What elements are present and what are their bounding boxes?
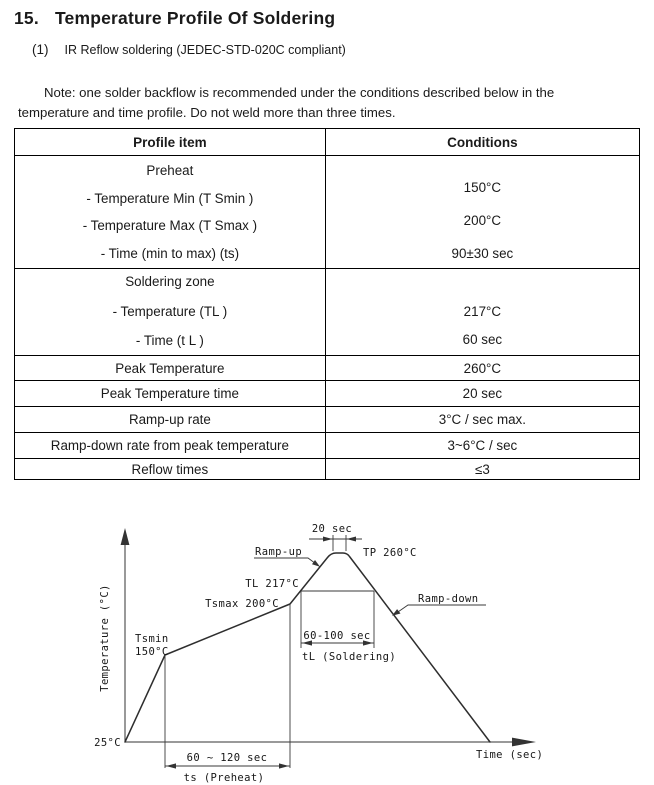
x-axis-arrow-icon [512,738,536,747]
preheat-dim-arrow-right [279,763,289,768]
reflow-profile-diagram [60,495,654,785]
subsection-title-text: IR Reflow soldering (JEDEC-STD-020C compliant) [64,43,346,57]
ramp-up-label: Ramp-up [255,546,303,558]
cell-item: Peak Temperature time [15,381,326,406]
table-row-soldering-zone [15,268,639,355]
page-title [14,8,335,29]
cell-line: - Temperature Max (T Smax ) [82,218,258,234]
section-title-text: Temperature Profile Of Soldering [54,8,336,28]
preheat-time-label: 60 ~ 120 sec [186,752,268,764]
table-row-ramp-down-rate [15,432,639,458]
table-row-ramp-up-rate [15,406,639,432]
table-row-reflow-times [15,458,639,479]
ramp-down-leader [397,605,487,613]
header-profile-item: Profile item [15,129,326,155]
cell-line: Soldering zone [125,274,215,289]
tsmin-temp-label: 150°C [135,646,169,658]
y-axis-arrow-icon [121,528,130,545]
tsmin-label: Tsmin [135,633,169,645]
cell-condition: 20 sec [462,386,503,401]
header-conditions: Conditions [447,134,518,150]
peak-dim-arrow-left [323,537,333,542]
tl-label: TL 217°C [245,578,299,590]
preheat-zone-label: ts (Preheat) [183,772,265,784]
origin-temp-label: 25°C [94,737,121,749]
table-row-preheat [15,155,639,268]
note-paragraph [18,83,618,122]
ramp-up-leader [254,558,318,565]
table-row-peak-temperature-time [15,380,639,406]
cell-condition: 3~6°C / sec [447,438,518,453]
ramp-down-arrow-icon [392,609,401,616]
cell-condition: 3°C / sec max. [438,412,526,427]
cell-line: 200°C [463,213,502,228]
cell-item: Reflow times [15,459,326,479]
soldering-profile-table [14,128,640,480]
subsection-heading [32,42,346,57]
x-axis-label: Time (sec) [476,749,544,761]
cell-line: 60 sec [462,332,503,347]
note-line: temperature and time profile. Do not weld more than three times. [18,104,396,120]
cell-item: Ramp-up rate [15,407,326,432]
subsection-number: (1) [32,42,49,57]
soldering-zone-label: tL (Soldering) [302,651,397,663]
cell-line: 150°C [463,180,502,195]
tsmax-label: Tsmax 200°C [205,598,279,610]
cell-soldering-items [15,269,326,355]
cell-preheat-items [15,156,326,268]
table-row-peak-temperature [15,355,639,380]
peak-dim-arrow-right [347,537,357,542]
cell-line: - Time (min to max) (ts) [100,245,240,261]
cell-condition: 260°C [463,360,502,376]
cell-preheat-conditions [326,156,639,268]
table-header-row [15,129,639,155]
ramp-down-label: Ramp-down [418,593,479,605]
cell-soldering-conditions [326,269,639,355]
peak-width-label: 20 sec [311,523,353,535]
cell-line: - Temperature Min (T Smin ) [86,190,254,206]
preheat-dim-arrow-left [166,763,176,768]
cell-line: 217°C [463,304,502,319]
cell-condition: ≤3 [474,461,490,477]
section-number: 15. [14,8,39,28]
note-line: Note: one solder backflow is recommended under the conditions described below in the [44,85,555,101]
cell-item: Peak Temperature [15,356,326,380]
tp-label: TP 260°C [363,547,417,559]
profile-curve [125,553,490,742]
soldering-time-label: 60-100 sec [303,630,371,642]
cell-line: - Temperature (TL ) [112,303,228,319]
ramp-up-arrow-icon [312,560,320,567]
cell-line: 90±30 sec [451,246,514,261]
cell-line: Preheat [146,163,194,178]
cell-line: - Time (t L ) [135,333,204,348]
y-axis-label: Temperature (°C) [99,584,111,692]
cell-item: Ramp-down rate from peak temperature [15,433,326,458]
